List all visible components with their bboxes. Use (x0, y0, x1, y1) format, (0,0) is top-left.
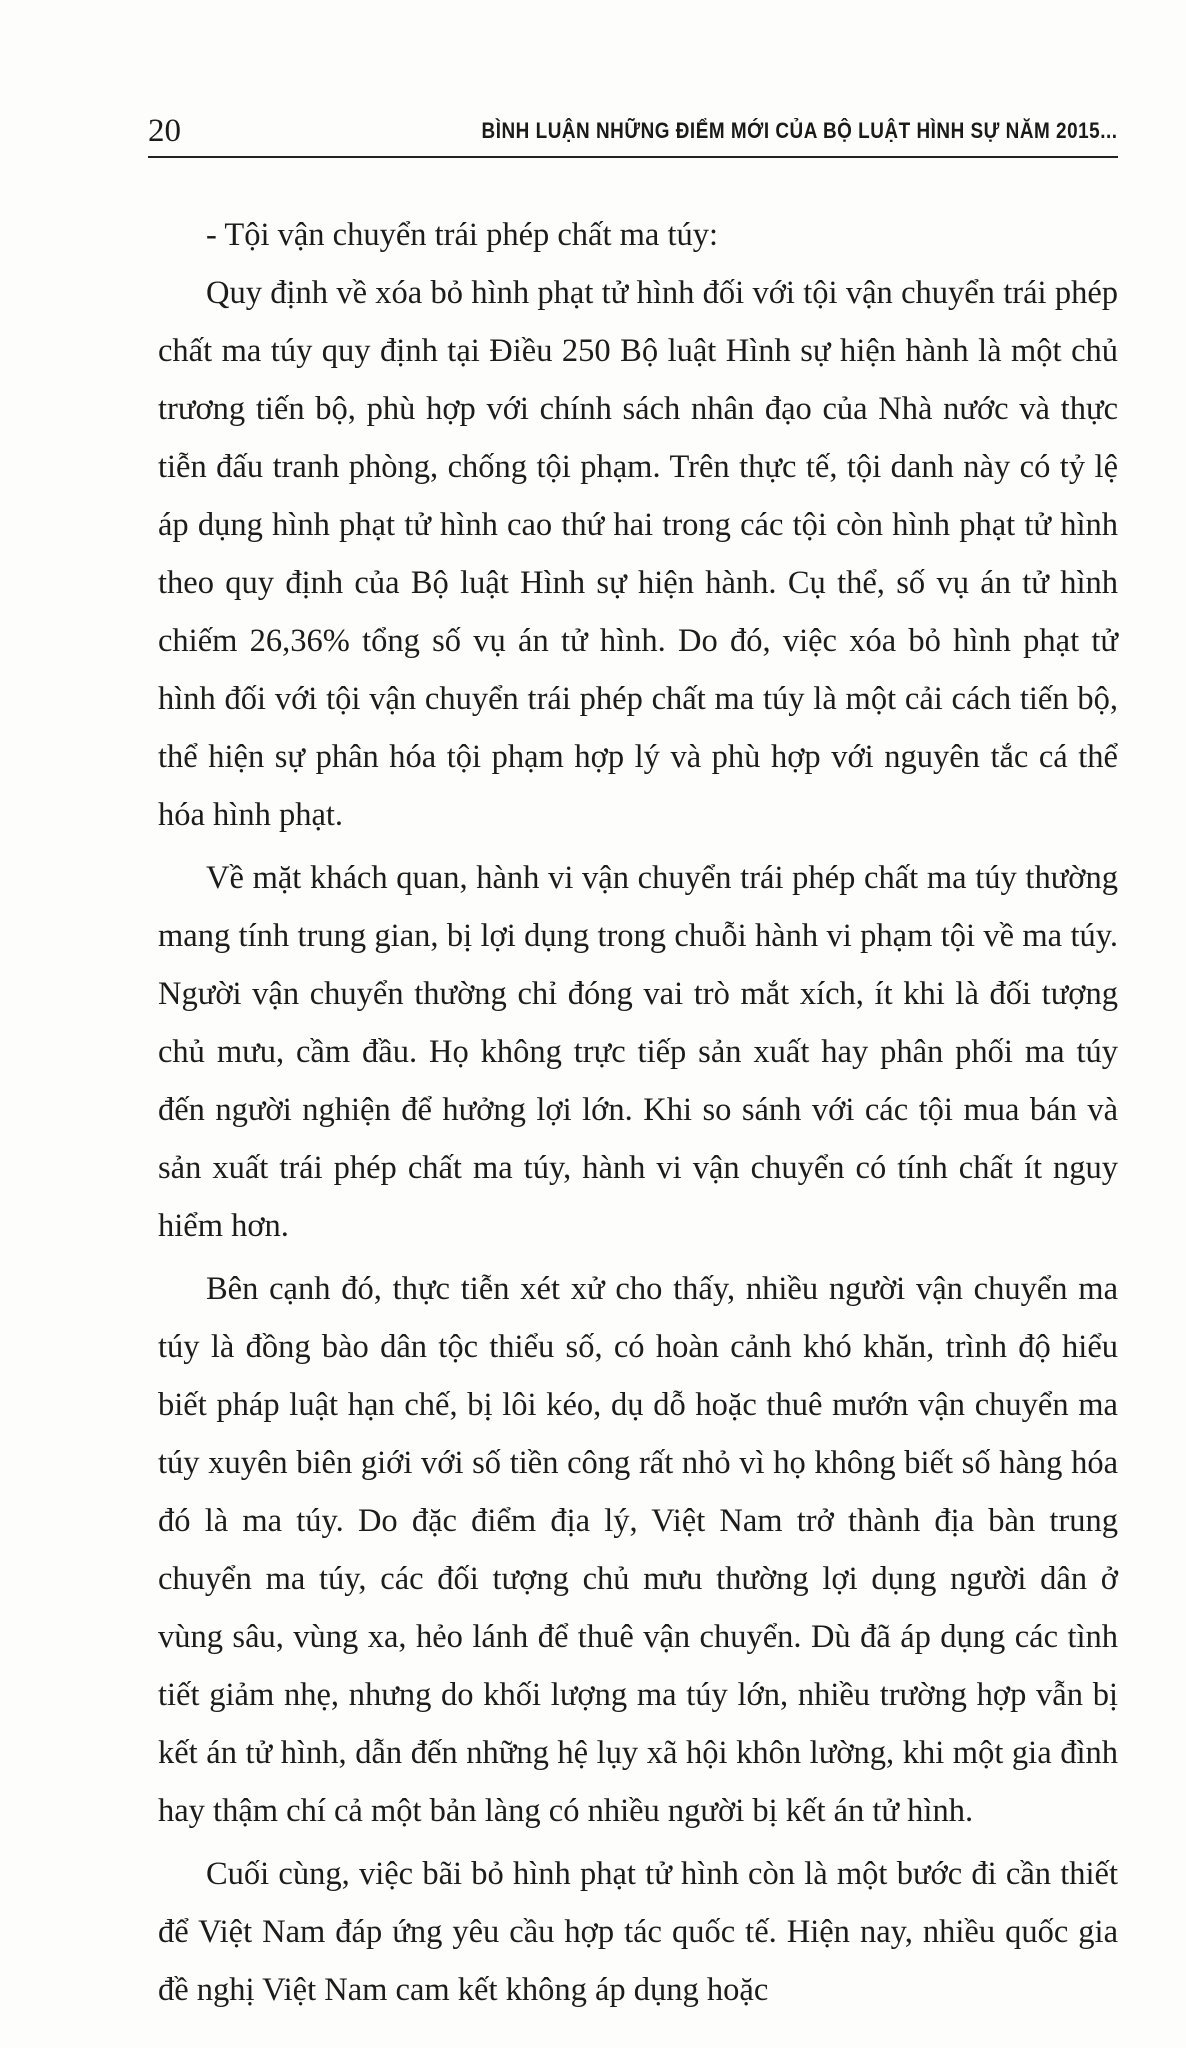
paragraph-1: Quy định về xóa bỏ hình phạt tử hình đối với tội vận chuyển trái phép chất ma túy quy định tại Điều 250 Bộ luật Hình sự hiện hành là một chủ trương tiến bộ, phù hợp với chính sách nhân đạo của Nhà nước và thực tiễn đấu tranh phòng, chống tội phạm. Trên thực tế, tội danh này có tỷ lệ áp dụng hình phạt tử hình cao thứ hai trong các tội còn hình phạt tử hình theo quy định của Bộ luật Hình sự hiện hành. Cụ thể, số vụ án tử hình chiếm 26,36% tổng số vụ án tử hình. Do đó, việc xóa bỏ hình phạt tử hình đối với tội vận chuyển trái phép chất ma túy là một cải cách tiến bộ, thể hiện sự phân hóa tội phạm hợp lý và phù hợp với nguyên tắc cá thể hóa hình phạt. (158, 275, 1118, 833)
running-title: BÌNH LUẬN NHỮNG ĐIỂM MỚI CỦA BỘ LUẬT HÌNH SỰ NĂM 2015... (482, 118, 1118, 143)
page-number: 20 (148, 113, 181, 149)
body-text (158, 206, 1118, 2024)
paragraph-2: Về mặt khách quan, hành vi vận chuyển trái phép chất ma túy thường mang tính trung gian, bị lợi dụng trong chuỗi hành vi phạm tội về ma túy. Người vận chuyển thường chỉ đóng vai trò mắt xích, ít khi là đối tượng chủ mưu, cầm đầu. Họ không trực tiếp sản xuất hay phân phối ma túy đến người nghiện để hưởng lợi lớn. Khi so sánh với các tội mua bán và sản xuất trái phép chất ma túy, hành vi vận chuyển có tính chất ít nguy hiểm hơn. (158, 860, 1118, 1244)
running-header (148, 108, 1118, 154)
header-rule (148, 156, 1118, 158)
paragraph-3: Bên cạnh đó, thực tiễn xét xử cho thấy, nhiều người vận chuyển ma túy là đồng bào dân tộc thiểu số, có hoàn cảnh khó khăn, trình độ hiểu biết pháp luật hạn chế, bị lôi kéo, dụ dỗ hoặc thuê mướn vận chuyển ma túy xuyên biên giới với số tiền công rất nhỏ vì họ không biết số hàng hóa đó là ma túy. Do đặc điểm địa lý, Việt Nam trở thành địa bàn trung chuyển ma túy, các đối tượng chủ mưu thường lợi dụng người dân ở vùng sâu, vùng xa, hẻo lánh để thuê vận chuyển. Dù đã áp dụng các tình tiết giảm nhẹ, nhưng do khối lượng ma túy lớn, nhiều trường hợp vẫn bị kết án tử hình, dẫn đến những hệ lụy xã hội khôn lường, khi một gia đình hay thậm chí cả một bản làng có nhiều người bị kết án tử hình. (158, 1271, 1118, 1829)
section-heading: - Tội vận chuyển trái phép chất ma túy: (206, 217, 719, 253)
paragraph-4: Cuối cùng, việc bãi bỏ hình phạt tử hình còn là một bước đi cần thiết để Việt Nam đáp ứng yêu cầu hợp tác quốc tế. Hiện nay, nhiều quốc gia đề nghị Việt Nam cam kết không áp dụng hoặc (158, 1856, 1118, 2008)
